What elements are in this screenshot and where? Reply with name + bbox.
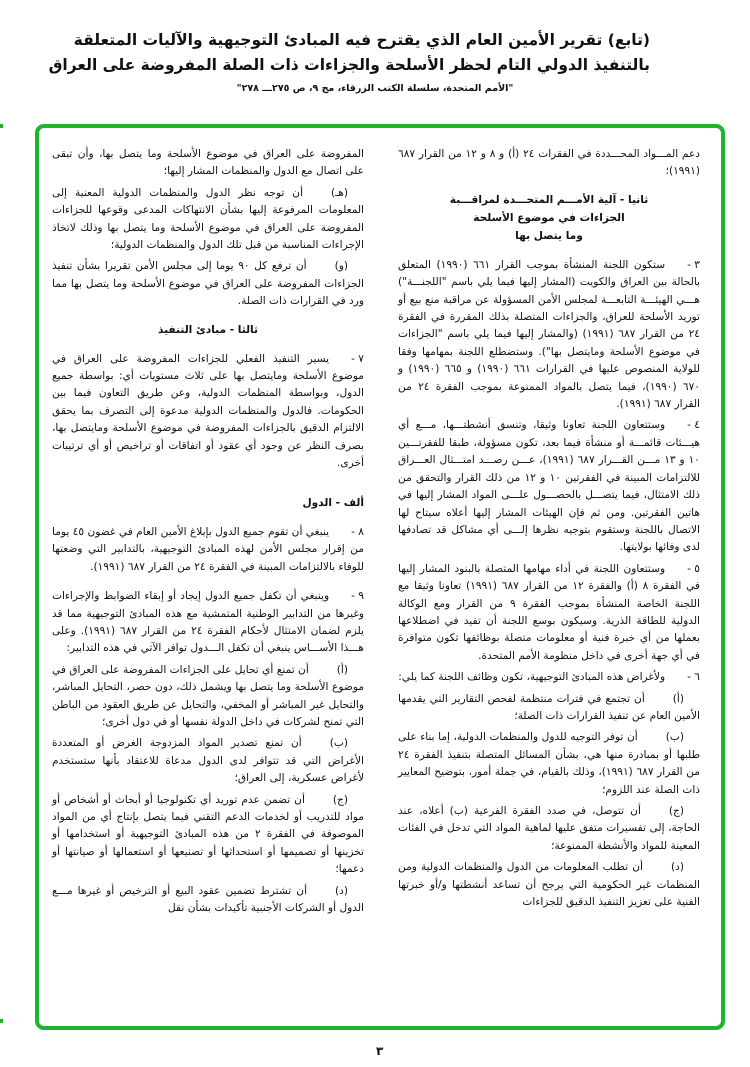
- subitem-9b: (ب)أن تمنع تصدير المواد المزدوجة الغرض أو المتعددة الأغراض التي قد تتوافر لدى الدول مدعاة للاعتقاد بأنها ستستخدم لأغراض عسكرية، إلى العراق؛: [52, 737, 364, 785]
- continuation-text: المفروضة على العراق في موضوع الأسلحة وما يتصل بها، وأن تبقى على اتصال مع الدول والمنظمات المشار إليها؛: [52, 148, 364, 178]
- paragraph-5: ٥ -وستتعاون اللجنة في أداء مهامها المتصلة بالبنود المشار إليها في الفقرة ٨ (أ) والفقرة ١٢ من القرار ٦٨٧ (١٩٩١) تعاونا وثيقا مع اللجنة الخاصة المنشأة بموجب الفقرة ٩ من القرار ومع الوكالة الدولية للطاقة الذرية. وسيكون بوسع اللجنة أن تفيد في اضطلاعها بعملها من أي خبرة فنية أو معلومات متصلة بوظائفها تكون متوافرة في أي جهة أخرى في داخل منظومة الأمم المتحدة.: [398, 562, 700, 662]
- subitem-9c: (ج)أن تضمن عدم توريد أي تكنولوجيا أو أبحاث أو أشخاص أو مواد للتدريب أو لخدمات الدعم التقني فيما يتصل بإنتاج أي من المواد الموصوفة في الفقرة ٢ من هذه المبادئ التوجيهية أو استخدامها أو تخزينها أو تصميمها أو استحداثها أو تصنيعها أو استعمالها أو صيانتها أو دعمها؛: [52, 793, 364, 876]
- subitem-e: (هـ)أن توجه نظر الدول والمنظمات الدولية المعنية إلى المعلومات المرفوعة إليها بشأن الانتهاكات المدعى وقوعها للجزاءات المفروضة على العراق في موضوع الأسلحة وما يتصل بها وذلك لاتخاذ الإجراءات المناسبة من قبل تلك الدول والمنظمات الدولية؛: [52, 186, 364, 252]
- right-column: [398, 146, 700, 915]
- paragraph-7: ٧ -يسير التنفيذ الفعلي للجزاءات المفروضة على العراق في موضوع الأسلحة ومايتصل بها على ثلاث مستويات أي: بواسطة جميع الدول، وبواسطة المنظمات الدولية، وعن طريق التعاون فيما بين الحكومات. فالدول والمنظمات الدولية مدعوة إلى التصرف بما يحقق الالتزام الدقيق بالجزاءات المفروضة في موضوع الأسلحة ومايتصل بها، بصرف النظر عن وجود أي عقود أو اتفاقات أو تراخيص أو أي ترتيبات أخرى.: [52, 352, 364, 470]
- subitem-9d: (د)أن تشترط تضمين عقود البيع أو الترخيص أو غيرها مـــع الدول أو الشركات الأجنبية تأكيدات بشأن نقل: [52, 884, 364, 915]
- margin-mark-bottom: [0, 1019, 3, 1023]
- subsection-heading-states: ألف - الدول: [302, 496, 364, 509]
- margin-mark-top: [0, 124, 3, 128]
- paragraph-8: ٨ -ينبغي أن تقوم جميع الدول بإبلاغ الأمين العام في غضون ٤٥ يوما من إقرار مجلس الأمن لهذه المبادئ التوجيهية، بالتدابير التي وضعتها للوفاء بالالتزامات المبينة في الفقرة ٢٤ من القرار ٦٨٧ (١٩٩١).: [52, 525, 364, 573]
- paragraph-6: ٦ -ولأغراض هذه المبادئ التوجيهية، تكون وظائف اللجنة كما يلي:: [398, 671, 700, 684]
- subitem-d: (د)أن تطلب المعلومات من الدول والمنظمات الدولية ومن المنظمات غير الحكومية التي يرجح أن تساعد أنشطتها و/أو خبرتها الفنية على تعزيز التنفيذ الدقيق للجزاءات: [398, 861, 700, 909]
- title-line-2: بالتنفيذ الدولي التام لحظر الأسلحة والجزاءات ذات الصلة المفروضة على العراق: [48, 56, 650, 74]
- subitem-9a: (أ)أن تمنع أي تحايل على الجزاءات المفروضة على العراق في موضوع الأسلحة وما يتصل بها ويشمل ذلك، دون حصر، التحايل المباشر، والتحايل غير المباشر أو المخفي، والتحايل عن طريق العقود من الباطن التي تمنح لشركات في داخل الدولة نفسها أو في دول أخرى؛: [52, 663, 364, 728]
- paragraph-9: ٩ -وينبغي أن تكفل جميع الدول إيجاد أو إبقاء الضوابط والإجراءات وغيرها من التدابير الوطنية المتمشية مع هذه المبادئ التوجيهية مما قد يلزم لضمان الامتثال لأحكام الفقرة ٢٤ من القرار ٦٨٧ (١٩٩١). وعلى هـــذا الأســـاس ينبغي أن تكفل الـــدول توافر الآتي في هذه التدابير:: [52, 590, 364, 655]
- document-header: [48, 28, 650, 98]
- intro-text: دعم المـــواد المحـــددة في الفقرات ٢٤ (أ) و ٨ و ١٢ من القرار ٦٨٧ (١٩٩١)؛: [398, 148, 701, 178]
- title-line-1: (تابع) تقرير الأمين العام الذي يقترح فيه المبادئ التوجيهية والآليات المتعلقة: [73, 31, 650, 49]
- source-citation: "الأمم المتحدة، سلسلة الكتب الزرقاء، مج ٩، ص ٢٧٥ـــ ٢٧٨": [236, 83, 514, 94]
- page-number: ٣: [376, 1044, 384, 1058]
- subitem-a: (أ)أن تجتمع في فترات منتظمة لفحص التقارير التي يقدمها الأمين العام عن تنفيذ القرارات ذات الصلة؛: [398, 692, 700, 722]
- paragraph-3: ٣ -ستكون اللجنة المنشأة بموجب القرار ٦٦١ (١٩٩٠) المتعلق بالحالة بين العراق والكويت (المشار إليها فيما يلي باسم "اللجنـــة") هـــي الهيئـــة التابعـــة لمجلس الأمن المسؤولة عن مراقبة منع بيع أو توريد الأسلحة للعراق، والجزاءات المتصلة بذلك المقررة في الفقرة ٢٤ من القرار ٦٨٧ (١٩٩١) (والمشار إليها فيما يلي باسم "الجزاءات في موضوع الأسلحة ومايتصل بها"). وستضطلع اللجنة بمهامها وفقا للولاية المنصوص عليها في القرارات ٦٦١ (١٩٩٠) و ٦٦٥ (١٩٩٠) و ٦٧٠ (١٩٩٠)، فيما يتصل بالمواد الممنوعة بموجب الفقرة ٢٤ من القرار ٦٨٧ (١٩٩١).: [398, 258, 700, 411]
- section-heading-2: ثانيا - آلية الأمـــم المتحـــدة لمراقـــبة الجزاءات في موضوع الأسلحة وما يتصل بها: [449, 193, 649, 242]
- section-heading-3: ثالثا - مبادئ التنفيذ: [157, 323, 259, 336]
- subitem-c: (ج)أن تتوصل، في صدد الفقرة الفرعية (ب) أعلاه، عند الحاجة، إلى تفسيرات متفق عليها لماهية المواد التي تدخل في الفئات المعينة للمواد والأنشطة الممنوعة؛: [398, 805, 700, 852]
- subitem-f: (و)أن ترفع كل ٩٠ يوما إلى مجلس الأمن تقريرا بشأن تنفيذ الجزاءات المفروضة على العراق في موضوع الأسلحة وما يتصل بها مما ورد في القرارات ذات الصلة.: [52, 260, 364, 308]
- subitem-b: (ب)أن توفر التوجيه للدول والمنظمات الدولية، إما بناء على طلبها أو بمبادرة منها هي، بشأن المسائل المتصلة بتنفيذ الفقرة ٢٤ من القرار ٦٨٧ (١٩٩١)، وذلك بالقيام، في جملة أمور، بتوضيح المعايير ذات الصلة عند اللزوم؛: [398, 731, 700, 796]
- left-column: [52, 146, 364, 921]
- paragraph-4: ٤ -وستتعاون اللجنة تعاونا وثيقا، وتنسق أنشطتـــها، مـــع أي هيـــئات قائمـــة أو منشأة فيما بعد، تكون مسؤولة، طبقا للفقرتـــين ١٠ و ١٣ مـــن القـــرار ٦٨٧ (١٩٩١)، عـــن رصـــد امتـــثال العـــراق للالتزامات المبينة في الفقرتين ١٠ و ١٢ من ذلك القرار والتحقق من ذلك الامتثال، فيما يتصـــل بالحصـــول علـــى المواد المشار إليها في هاتين الفقرتين. ومن ثم فإن الهيئات المشار إليها أعلاه سيتاح لها الاتصال باللجنة وستقوم بتوجيه نظرها إلـــى أي مشاكل قد تصادفها لدى وفائها بولايتها.: [398, 419, 701, 554]
